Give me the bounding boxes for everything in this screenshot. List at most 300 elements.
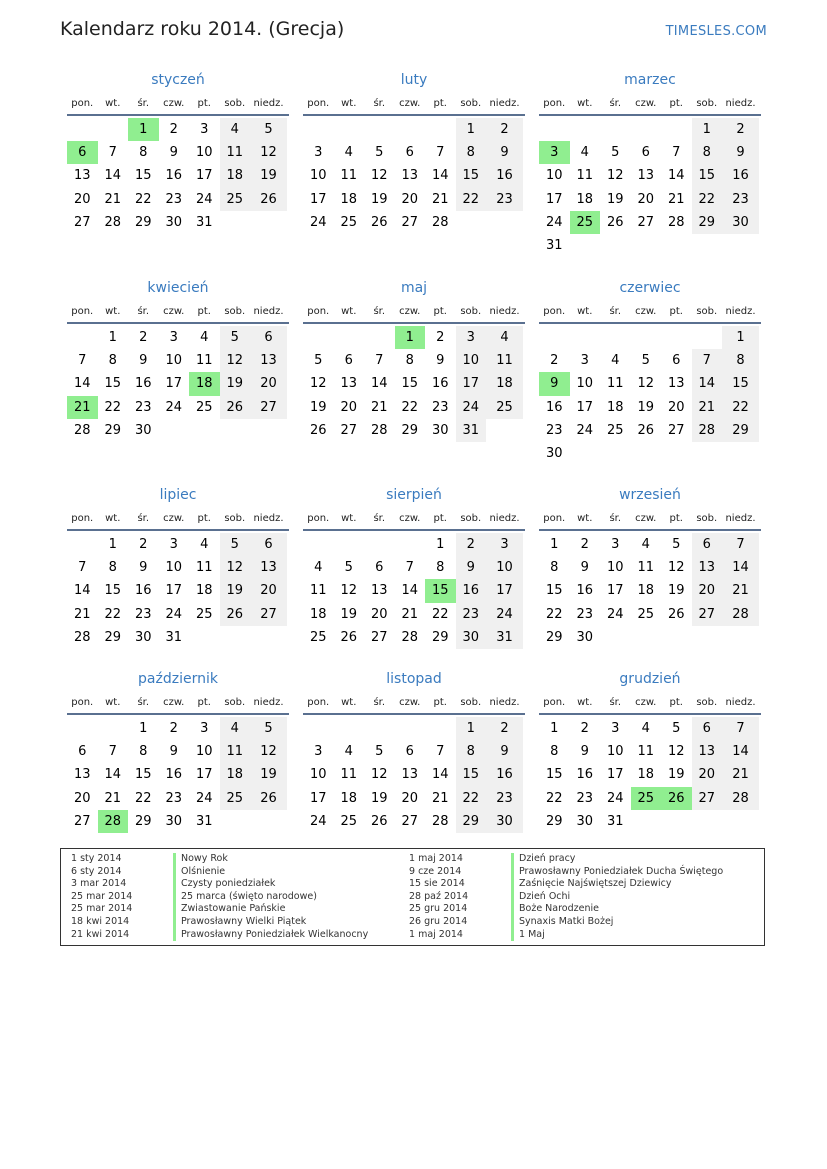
day-cell: 21 bbox=[431, 790, 449, 806]
day-cell: 22 bbox=[456, 188, 487, 211]
day-cell: 19 bbox=[220, 579, 251, 602]
week-row bbox=[303, 787, 525, 810]
day-cell: 27 bbox=[401, 214, 419, 230]
day-cell: 19 bbox=[370, 790, 388, 806]
empty-cell bbox=[722, 626, 759, 649]
week-row bbox=[67, 372, 289, 395]
holiday-date: 6 sty 2014 bbox=[71, 865, 122, 877]
holiday-legend bbox=[60, 848, 765, 946]
empty-cell bbox=[250, 211, 287, 234]
day-cell: 3 bbox=[580, 353, 589, 369]
weekday-label: sob. bbox=[224, 305, 246, 317]
day-cell: 18 bbox=[189, 372, 220, 395]
month-block bbox=[539, 671, 761, 833]
day-cell: 1 bbox=[395, 326, 426, 349]
day-cell: 2 bbox=[580, 721, 589, 736]
week-row bbox=[303, 740, 525, 763]
day-cell: 11 bbox=[486, 349, 523, 372]
day-cell: 24 bbox=[165, 399, 183, 415]
day-cell: 6 bbox=[250, 326, 287, 349]
month-name: czerwiec bbox=[619, 280, 681, 296]
day-cell: 1 bbox=[456, 717, 487, 740]
empty-cell bbox=[364, 717, 395, 740]
day-cell: 17 bbox=[165, 376, 183, 392]
week-row bbox=[67, 211, 289, 234]
holiday-name: Prawosławny Wielki Piątek bbox=[173, 916, 306, 929]
empty-cell bbox=[631, 810, 662, 833]
day-cell: 28 bbox=[722, 787, 759, 810]
week-row bbox=[303, 603, 525, 626]
day-cell: 14 bbox=[104, 767, 122, 783]
day-cell: 26 bbox=[309, 422, 327, 438]
day-cell: 21 bbox=[692, 396, 723, 419]
month-block bbox=[303, 671, 525, 833]
month-name: kwiecień bbox=[147, 280, 209, 296]
holiday-name: Nowy Rok bbox=[173, 853, 228, 866]
empty-cell bbox=[600, 326, 631, 349]
day-cell: 4 bbox=[611, 353, 620, 369]
weekday-header bbox=[539, 507, 761, 531]
day-cell: 10 bbox=[309, 168, 327, 184]
day-cell: 2 bbox=[169, 721, 178, 736]
weekday-label: wt. bbox=[341, 305, 357, 317]
weekday-label: pon. bbox=[307, 696, 330, 708]
day-cell: 2 bbox=[456, 533, 487, 556]
week-row bbox=[303, 211, 525, 234]
week-row bbox=[67, 396, 289, 419]
day-cell: 15 bbox=[456, 164, 487, 187]
day-cell: 3 bbox=[200, 122, 209, 137]
day-cell: 21 bbox=[722, 763, 759, 786]
day-cell: 25 bbox=[195, 606, 213, 622]
empty-cell bbox=[722, 810, 759, 833]
holiday-date: 15 sie 2014 bbox=[409, 878, 465, 890]
day-cell: 22 bbox=[431, 606, 449, 622]
weekday-label: czw. bbox=[163, 305, 185, 317]
day-cell: 5 bbox=[672, 537, 681, 552]
empty-cell bbox=[631, 326, 662, 349]
day-cell: 7 bbox=[692, 349, 723, 372]
empty-cell bbox=[67, 717, 98, 740]
week-row bbox=[303, 419, 525, 442]
day-cell: 16 bbox=[722, 164, 759, 187]
day-cell: 15 bbox=[104, 583, 122, 599]
holiday-name: Prawosławny Poniedziałek Wielkanocny bbox=[173, 929, 368, 942]
empty-cell bbox=[722, 442, 759, 465]
week-row bbox=[539, 626, 761, 649]
day-cell: 25 bbox=[570, 211, 601, 234]
empty-cell bbox=[98, 118, 129, 141]
weekday-label: czw. bbox=[635, 512, 657, 524]
weekday-label: niedz. bbox=[489, 512, 520, 524]
day-cell: 5 bbox=[220, 533, 251, 556]
month-name: wrzesień bbox=[619, 487, 681, 503]
day-cell: 19 bbox=[340, 606, 358, 622]
day-cell: 20 bbox=[370, 606, 388, 622]
day-cell: 29 bbox=[134, 214, 152, 230]
day-cell: 13 bbox=[250, 556, 287, 579]
week-row bbox=[67, 626, 289, 649]
empty-cell bbox=[425, 717, 456, 740]
month-block bbox=[303, 487, 525, 649]
day-cell: 21 bbox=[104, 191, 122, 207]
month-block bbox=[303, 72, 525, 234]
weekday-label: wt. bbox=[105, 512, 121, 524]
day-cell: 4 bbox=[486, 326, 523, 349]
day-cell: 20 bbox=[401, 790, 419, 806]
day-cell: 15 bbox=[401, 376, 419, 392]
holiday-name: 25 marca (święto narodowe) bbox=[173, 891, 317, 904]
day-cell: 14 bbox=[370, 376, 388, 392]
weekday-label: niedz. bbox=[253, 97, 284, 109]
day-cell: 28 bbox=[722, 603, 759, 626]
week-row bbox=[67, 810, 289, 833]
holiday-date: 1 maj 2014 bbox=[409, 928, 463, 940]
day-cell: 1 bbox=[436, 537, 445, 552]
day-cell: 20 bbox=[667, 399, 685, 415]
day-cell: 9 bbox=[139, 560, 148, 576]
day-cell: 6 bbox=[344, 353, 353, 369]
day-cell: 4 bbox=[344, 744, 353, 760]
empty-cell bbox=[334, 533, 365, 556]
day-cell: 23 bbox=[576, 790, 594, 806]
week-row bbox=[539, 118, 761, 141]
empty-cell bbox=[692, 234, 723, 257]
weekday-label: czw. bbox=[399, 512, 421, 524]
day-cell: 7 bbox=[108, 145, 117, 161]
empty-cell bbox=[570, 118, 601, 141]
day-cell: 21 bbox=[401, 606, 419, 622]
weekday-label: pon. bbox=[71, 97, 94, 109]
day-cell: 8 bbox=[405, 353, 414, 369]
day-cell: 9 bbox=[169, 744, 178, 760]
day-cell: 2 bbox=[580, 537, 589, 552]
day-cell: 19 bbox=[667, 583, 685, 599]
day-cell: 23 bbox=[456, 603, 487, 626]
day-cell: 12 bbox=[637, 376, 655, 392]
day-cell: 20 bbox=[250, 579, 287, 602]
weekday-label: pt. bbox=[669, 305, 683, 317]
day-cell: 17 bbox=[606, 767, 624, 783]
page-title: Kalendarz roku 2014. (Grecja) bbox=[60, 18, 345, 40]
week-row bbox=[539, 442, 761, 465]
weekday-label: pon. bbox=[71, 512, 94, 524]
holiday-name: Prawosławny Poniedziałek Ducha Świętego bbox=[511, 866, 723, 879]
day-cell: 2 bbox=[722, 118, 759, 141]
week-row bbox=[539, 164, 761, 187]
day-cell: 28 bbox=[370, 422, 388, 438]
day-cell: 8 bbox=[456, 141, 487, 164]
day-cell: 23 bbox=[576, 606, 594, 622]
month-block bbox=[67, 487, 289, 649]
day-cell: 10 bbox=[195, 145, 213, 161]
weekday-label: sob. bbox=[460, 97, 482, 109]
day-cell: 18 bbox=[576, 191, 594, 207]
day-cell: 29 bbox=[722, 419, 759, 442]
day-cell: 11 bbox=[309, 583, 327, 599]
empty-cell bbox=[67, 326, 98, 349]
day-cell: 20 bbox=[637, 191, 655, 207]
day-cell: 28 bbox=[73, 629, 91, 645]
weekday-label: niedz. bbox=[725, 696, 756, 708]
empty-cell bbox=[189, 419, 220, 442]
weekday-label: niedz. bbox=[253, 512, 284, 524]
day-cell: 15 bbox=[104, 376, 122, 392]
week-row bbox=[67, 556, 289, 579]
day-cell: 4 bbox=[200, 537, 209, 552]
day-cell: 28 bbox=[431, 214, 449, 230]
day-cell: 30 bbox=[722, 211, 759, 234]
empty-cell bbox=[692, 810, 723, 833]
empty-cell bbox=[334, 717, 365, 740]
weekday-label: pon. bbox=[543, 97, 566, 109]
weekday-label: niedz. bbox=[725, 305, 756, 317]
weekday-header bbox=[539, 300, 761, 324]
day-cell: 9 bbox=[722, 141, 759, 164]
weekday-label: wt. bbox=[577, 97, 593, 109]
day-cell: 26 bbox=[606, 214, 624, 230]
week-row bbox=[539, 349, 761, 372]
day-cell: 4 bbox=[344, 145, 353, 161]
week-row bbox=[303, 810, 525, 833]
day-cell: 12 bbox=[220, 349, 251, 372]
weekday-label: czw. bbox=[399, 97, 421, 109]
weekday-label: wt. bbox=[341, 512, 357, 524]
day-cell: 4 bbox=[641, 721, 650, 736]
day-cell: 2 bbox=[550, 353, 559, 369]
weekday-label: sob. bbox=[696, 696, 718, 708]
weekday-label: pon. bbox=[307, 512, 330, 524]
day-cell: 30 bbox=[545, 445, 563, 461]
day-cell: 14 bbox=[401, 583, 419, 599]
week-row bbox=[539, 419, 761, 442]
day-cell: 8 bbox=[456, 740, 487, 763]
day-cell: 27 bbox=[73, 214, 91, 230]
day-cell: 18 bbox=[486, 372, 523, 395]
day-cell: 23 bbox=[486, 188, 523, 211]
day-cell: 31 bbox=[165, 629, 183, 645]
day-cell: 27 bbox=[370, 629, 388, 645]
day-cell: 15 bbox=[425, 579, 456, 602]
weekday-label: pt. bbox=[197, 97, 211, 109]
empty-cell bbox=[539, 118, 570, 141]
day-cell: 23 bbox=[165, 191, 183, 207]
weekday-label: śr. bbox=[137, 97, 150, 109]
day-cell: 1 bbox=[692, 118, 723, 141]
day-cell: 30 bbox=[134, 422, 152, 438]
day-cell: 12 bbox=[370, 168, 388, 184]
day-cell: 28 bbox=[431, 813, 449, 829]
empty-cell bbox=[661, 118, 692, 141]
weekday-label: czw. bbox=[399, 696, 421, 708]
day-cell: 12 bbox=[220, 556, 251, 579]
day-cell: 10 bbox=[309, 767, 327, 783]
day-cell: 5 bbox=[672, 721, 681, 736]
empty-cell bbox=[692, 626, 723, 649]
day-cell: 3 bbox=[314, 744, 323, 760]
day-cell: 18 bbox=[220, 164, 251, 187]
day-cell: 17 bbox=[456, 372, 487, 395]
day-cell: 19 bbox=[220, 372, 251, 395]
day-cell: 11 bbox=[576, 168, 594, 184]
day-cell: 24 bbox=[165, 606, 183, 622]
day-cell: 28 bbox=[667, 214, 685, 230]
day-cell: 1 bbox=[550, 721, 559, 736]
day-cell: 29 bbox=[431, 629, 449, 645]
day-cell: 11 bbox=[220, 141, 251, 164]
day-cell: 14 bbox=[104, 168, 122, 184]
day-cell: 7 bbox=[78, 560, 87, 576]
weekday-header bbox=[303, 300, 525, 324]
empty-cell bbox=[661, 810, 692, 833]
day-cell: 30 bbox=[486, 810, 523, 833]
day-cell: 6 bbox=[375, 560, 384, 576]
day-cell: 3 bbox=[200, 721, 209, 736]
day-cell: 21 bbox=[67, 396, 98, 419]
day-cell: 21 bbox=[667, 191, 685, 207]
weekday-label: pon. bbox=[543, 305, 566, 317]
day-cell: 9 bbox=[139, 353, 148, 369]
day-cell: 22 bbox=[692, 188, 723, 211]
day-cell: 5 bbox=[375, 744, 384, 760]
day-cell: 18 bbox=[606, 399, 624, 415]
weekday-label: śr. bbox=[373, 97, 386, 109]
empty-cell bbox=[250, 626, 287, 649]
weekday-label: czw. bbox=[635, 97, 657, 109]
weekday-label: sob. bbox=[460, 696, 482, 708]
empty-cell bbox=[98, 717, 129, 740]
day-cell: 6 bbox=[405, 145, 414, 161]
weekday-label: pt. bbox=[433, 512, 447, 524]
day-cell: 9 bbox=[436, 353, 445, 369]
day-cell: 28 bbox=[692, 419, 723, 442]
day-cell: 30 bbox=[431, 422, 449, 438]
empty-cell bbox=[67, 118, 98, 141]
day-cell: 4 bbox=[580, 145, 589, 161]
day-cell: 26 bbox=[220, 396, 251, 419]
empty-cell bbox=[570, 442, 601, 465]
day-cell: 24 bbox=[576, 422, 594, 438]
day-cell: 10 bbox=[486, 556, 523, 579]
month-name: grudzień bbox=[619, 671, 681, 687]
day-cell: 23 bbox=[431, 399, 449, 415]
day-cell: 26 bbox=[370, 214, 388, 230]
day-cell: 27 bbox=[667, 422, 685, 438]
day-cell: 13 bbox=[692, 556, 723, 579]
holiday-date: 25 mar 2014 bbox=[71, 903, 133, 915]
week-row bbox=[67, 326, 289, 349]
weekday-label: pt. bbox=[669, 696, 683, 708]
week-row bbox=[303, 556, 525, 579]
week-row bbox=[539, 533, 761, 556]
day-cell: 9 bbox=[456, 556, 487, 579]
month-block bbox=[539, 72, 761, 257]
weekday-label: sob. bbox=[696, 305, 718, 317]
weekday-label: czw. bbox=[635, 696, 657, 708]
day-cell: 28 bbox=[401, 629, 419, 645]
holiday-date: 25 mar 2014 bbox=[71, 890, 133, 902]
day-cell: 27 bbox=[250, 603, 287, 626]
day-cell: 1 bbox=[456, 118, 487, 141]
week-row bbox=[539, 211, 761, 234]
weekday-label: śr. bbox=[373, 305, 386, 317]
weekday-label: sob. bbox=[460, 305, 482, 317]
day-cell: 26 bbox=[637, 422, 655, 438]
month-block bbox=[539, 280, 761, 465]
day-cell: 25 bbox=[195, 399, 213, 415]
empty-cell bbox=[220, 211, 251, 234]
day-cell: 11 bbox=[637, 560, 655, 576]
day-cell: 22 bbox=[545, 790, 563, 806]
empty-cell bbox=[303, 326, 334, 349]
day-cell: 13 bbox=[401, 767, 419, 783]
day-cell: 8 bbox=[139, 744, 148, 760]
day-cell: 6 bbox=[692, 533, 723, 556]
holiday-name: Synaxis Matki Bożej bbox=[511, 916, 613, 929]
day-cell: 7 bbox=[78, 353, 87, 369]
week-row bbox=[539, 579, 761, 602]
week-row bbox=[67, 787, 289, 810]
day-cell: 8 bbox=[139, 145, 148, 161]
month-block bbox=[539, 487, 761, 649]
day-cell: 26 bbox=[250, 188, 287, 211]
day-cell: 6 bbox=[78, 744, 87, 760]
week-row bbox=[67, 118, 289, 141]
day-cell: 6 bbox=[67, 141, 98, 164]
day-cell: 22 bbox=[401, 399, 419, 415]
day-cell: 24 bbox=[606, 790, 624, 806]
weekday-label: pt. bbox=[433, 97, 447, 109]
brand-link[interactable]: TIMESLES.COM bbox=[665, 24, 767, 39]
day-cell: 10 bbox=[545, 168, 563, 184]
day-cell: 15 bbox=[692, 164, 723, 187]
day-cell: 3 bbox=[611, 537, 620, 552]
day-cell: 16 bbox=[165, 168, 183, 184]
day-cell: 22 bbox=[134, 191, 152, 207]
day-cell: 23 bbox=[134, 606, 152, 622]
empty-cell bbox=[456, 211, 487, 234]
empty-cell bbox=[220, 419, 251, 442]
weekday-label: niedz. bbox=[489, 696, 520, 708]
month-block bbox=[303, 280, 525, 442]
day-cell: 16 bbox=[134, 376, 152, 392]
day-cell: 5 bbox=[641, 353, 650, 369]
day-cell: 17 bbox=[165, 583, 183, 599]
day-cell: 24 bbox=[309, 813, 327, 829]
holiday-date: 3 mar 2014 bbox=[71, 878, 127, 890]
week-row bbox=[303, 118, 525, 141]
day-cell: 7 bbox=[722, 717, 759, 740]
weekday-label: niedz. bbox=[253, 696, 284, 708]
empty-cell bbox=[250, 810, 287, 833]
day-cell: 10 bbox=[606, 744, 624, 760]
day-cell: 12 bbox=[309, 376, 327, 392]
weekday-header bbox=[303, 92, 525, 116]
day-cell: 11 bbox=[195, 353, 213, 369]
weekday-label: sob. bbox=[696, 97, 718, 109]
holiday-name: Olśnienie bbox=[173, 866, 225, 879]
month-name: maj bbox=[400, 280, 428, 296]
holiday-date: 25 gru 2014 bbox=[409, 903, 468, 915]
week-row bbox=[303, 372, 525, 395]
day-cell: 31 bbox=[606, 813, 624, 829]
weekday-header bbox=[67, 92, 289, 116]
day-cell: 4 bbox=[200, 330, 209, 345]
weekday-label: pon. bbox=[71, 305, 94, 317]
weekday-label: niedz. bbox=[489, 305, 520, 317]
empty-cell bbox=[425, 118, 456, 141]
day-cell: 12 bbox=[606, 168, 624, 184]
